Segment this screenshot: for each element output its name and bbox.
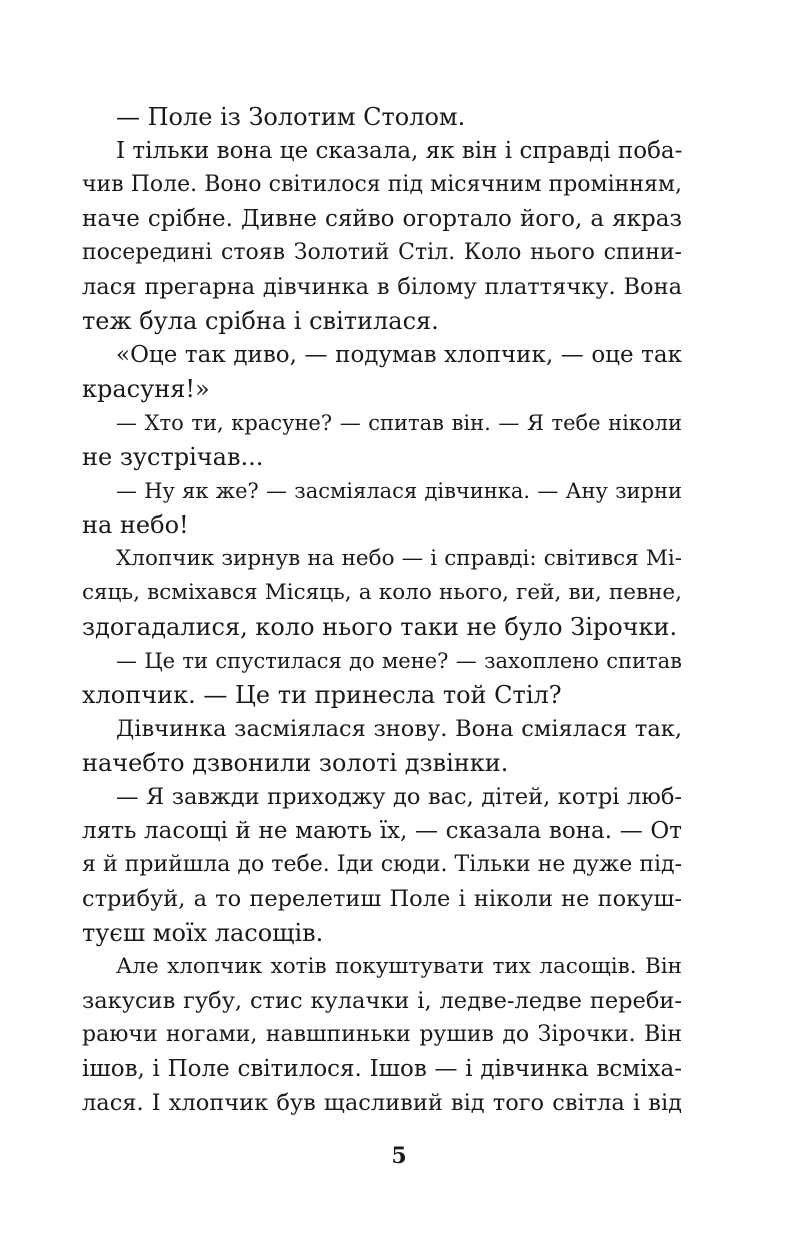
text-line: — Поле із Золотим Столом. (116, 103, 466, 131)
text-line: «Оце так диво, — подумав хлопчик, — оце так (116, 342, 682, 368)
page-number: 5 (391, 1143, 407, 1169)
text-line: посередині стояв Золотий Стіл. Коло нього спини- (82, 240, 682, 265)
text-line: ішов, і Поле світилося. Ішов — і дівчинка всміха- (82, 1056, 682, 1082)
text-line: начебто дзвонили золоті дзвінки. (82, 749, 509, 777)
text-line: лася. І хлопчик був щасливий від того світла і від (82, 1090, 682, 1116)
text-line: — Це ти спустилася до мене? — захоплено спитав (116, 649, 682, 673)
text-line: туєш моїх ласощів. (82, 919, 324, 947)
text-line: Хлопчик зирнув на небо — і справді: світився Мі- (116, 546, 682, 571)
text-line: Дівчинка засміялася знову. Вона сміялася так, (116, 716, 682, 742)
text-line: сяць, всміхався Місяць, а коло нього, гей, ви, певне, (82, 580, 682, 605)
text-line: красуня!» (82, 375, 210, 403)
text-line: я й прийшла до тебе. Іди сюди. Тільки не дуже під- (82, 852, 682, 877)
text-line: закусив губу, стис кулачки і, ледве-ледве переби- (82, 988, 682, 1014)
text-line: теж була срібна і світилася. (82, 307, 439, 335)
text-line: раючи ногами, навшпиньки рушив до Зірочки. Він (82, 1022, 682, 1047)
text-line: І тільки вона це сказала, як він і справді поба- (116, 138, 683, 164)
body-text (82, 100, 682, 1120)
text-line: здогадалися, коло нього таки не було Зірочки. (82, 613, 678, 641)
text-line: Але хлопчик хотів покуштувати тих ласощів. Він (116, 954, 682, 979)
text-line: лася прегарна дівчинка в білому платтячку. Вона (82, 274, 682, 300)
text-line: — Я завжди приходжу до вас, дітей, котрі люб- (116, 784, 682, 810)
text-line: чив Поле. Воно світилося під місячним промінням, (82, 172, 682, 197)
text-line: на небо! (82, 511, 189, 539)
text-line: — Ну як же? — засміялася дівчинка. — Ану зирни (116, 479, 682, 503)
text-line: не зустрічав... (82, 443, 264, 471)
text-line: лять ласощі й не мають їх, — сказала вона. — От (82, 818, 682, 844)
text-line: стрибуй, а то перелетиш Поле і ніколи не покуш- (82, 886, 682, 912)
text-line: наче срібне. Дивне сяйво огортало його, а якраз (82, 206, 682, 232)
text-line: хлопчик. — Це ти принесла той Стіл? (82, 681, 562, 709)
text-line: — Хто ти, красуне? — спитав він. — Я тебе ніколи (116, 411, 682, 435)
